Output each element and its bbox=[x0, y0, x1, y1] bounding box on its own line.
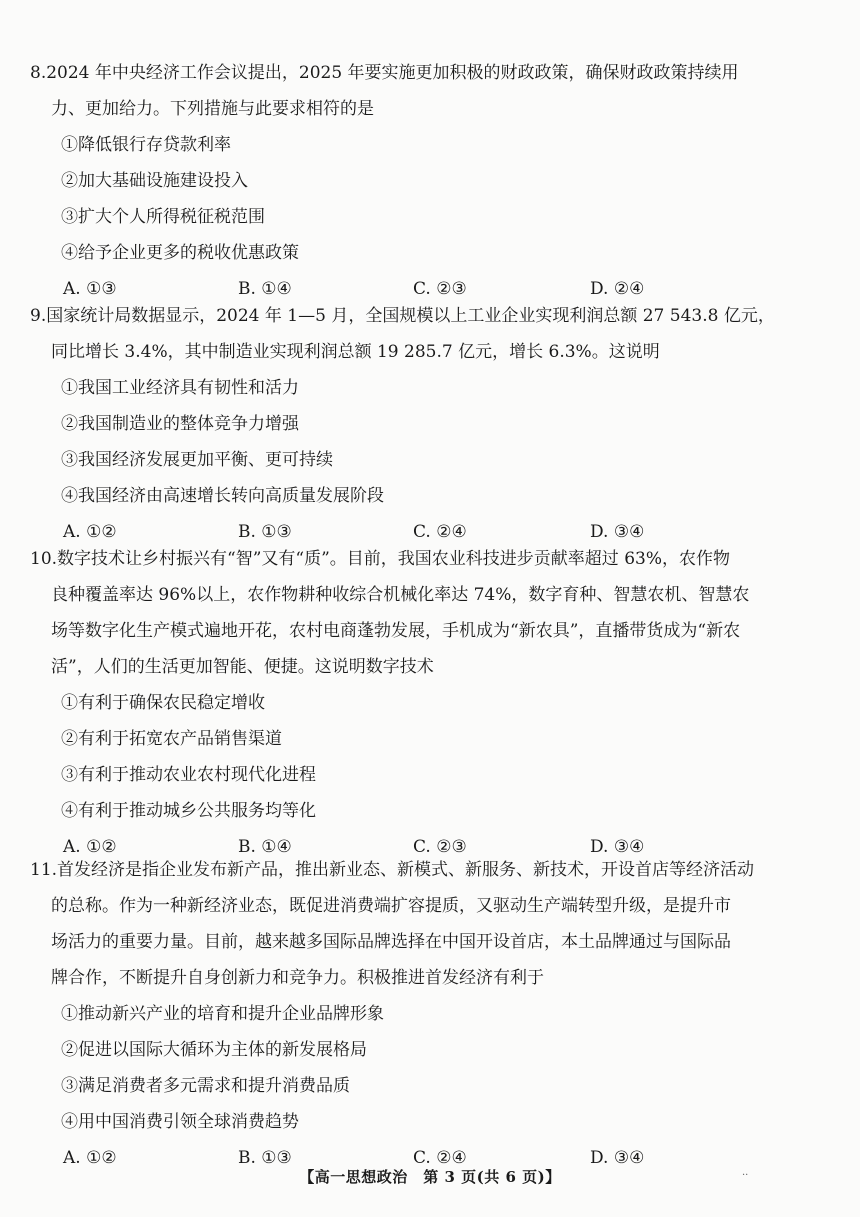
stem-line: 场活力的重要力量。目前，越来越多国际品牌选择在中国开设首店，本土品牌通过与国际品 bbox=[51, 932, 731, 952]
choice-b: B. ①④ bbox=[238, 279, 292, 299]
choice-b: B. ①③ bbox=[238, 522, 292, 542]
stem-line: 8.2024 年中央经济工作会议提出，2025 年要实施更加积极的财政政策，确保财政政策持续用 bbox=[30, 63, 739, 83]
choice-a: A. ①② bbox=[63, 1148, 117, 1168]
option-item: ④给予企业更多的税收优惠政策 bbox=[61, 243, 299, 263]
question-stem bbox=[30, 298, 830, 370]
option-item: ③满足消费者多元需求和提升消费品质 bbox=[61, 1076, 350, 1096]
stem-line: 的总称。作为一种新经济业态，既促进消费端扩容提质，又驱动生产端转型升级，是提升市 bbox=[51, 896, 731, 916]
choice-d: D. ③④ bbox=[590, 1148, 645, 1168]
footer-dots: ·· bbox=[742, 1170, 749, 1181]
option-item: ②加大基础设施建设投入 bbox=[61, 171, 248, 191]
choice-a: A. ①② bbox=[63, 522, 117, 542]
option-item: ③扩大个人所得税征税范围 bbox=[61, 207, 265, 227]
stem-line: 10.数字技术让乡村振兴有“智”又有“质”。目前，我国农业科技进步贡献率超过 63%，农作物 bbox=[30, 549, 730, 569]
stem-line: 活”，人们的生活更加智能、便捷。这说明数字技术 bbox=[51, 657, 434, 677]
option-item: ③有利于推动农业农村现代化进程 bbox=[61, 765, 316, 785]
choice-c: C. ②④ bbox=[413, 522, 467, 542]
option-item: ②我国制造业的整体竞争力增强 bbox=[61, 414, 299, 434]
option-item: ①推动新兴产业的培育和提升企业品牌形象 bbox=[61, 1004, 384, 1024]
option-item: ②有利于拓宽农产品销售渠道 bbox=[61, 729, 282, 749]
choice-b: B. ①③ bbox=[238, 1148, 292, 1168]
stem-line: 场等数字化生产模式遍地开花，农村电商蓬勃发展，手机成为“新农具”，直播带货成为“新农 bbox=[51, 621, 741, 641]
option-item: ②促进以国际大循环为主体的新发展格局 bbox=[61, 1040, 367, 1060]
question-stem bbox=[30, 852, 830, 996]
choice-a: A. ①③ bbox=[63, 279, 117, 299]
question-stem bbox=[30, 541, 830, 685]
option-item: ④用中国消费引领全球消费趋势 bbox=[61, 1112, 299, 1132]
option-item: ③我国经济发展更加平衡、更可持续 bbox=[61, 450, 333, 470]
option-item: ①有利于确保农民稳定增收 bbox=[61, 693, 265, 713]
question-stem bbox=[30, 55, 830, 127]
choice-c: C. ②④ bbox=[413, 1148, 467, 1168]
stem-line: 牌合作，不断提升自身创新力和竞争力。积极推进首发经济有利于 bbox=[51, 968, 544, 988]
stem-line: 良种覆盖率达 96%以上，农作物耕种收综合机械化率达 74%，数字育种、智慧农机、智慧农 bbox=[51, 585, 750, 605]
choice-d: D. ②④ bbox=[590, 279, 645, 299]
page-footer: 【高一思想政治 第 3 页(共 6 页)】 bbox=[299, 1168, 561, 1186]
choice-a: A. ①② bbox=[63, 837, 117, 857]
option-item: ①降低银行存贷款利率 bbox=[61, 135, 231, 155]
choice-c: C. ②③ bbox=[413, 279, 467, 299]
question-8 bbox=[30, 55, 830, 307]
stem-line: 同比增长 3.4%，其中制造业实现利润总额 19 285.7 亿元，增长 6.3%。这说明 bbox=[51, 342, 660, 362]
stem-line: 11.首发经济是指企业发布新产品，推出新业态、新模式、新服务、新技术，开设首店等经济活动 bbox=[30, 860, 755, 880]
stem-line: 9.国家统计局数据显示，2024 年 1—5 月，全国规模以上工业企业实现利润总额 27 543.8 亿元， bbox=[30, 306, 775, 326]
question-10 bbox=[30, 541, 830, 865]
option-item: ④我国经济由高速增长转向高质量发展阶段 bbox=[61, 486, 384, 506]
question-11 bbox=[30, 852, 830, 1176]
option-item: ①我国工业经济具有韧性和活力 bbox=[61, 378, 299, 398]
option-item: ④有利于推动城乡公共服务均等化 bbox=[61, 801, 316, 821]
choice-d: D. ③④ bbox=[590, 837, 645, 857]
choice-d: D. ③④ bbox=[590, 522, 645, 542]
choice-b: B. ①④ bbox=[238, 837, 292, 857]
choice-c: C. ②③ bbox=[413, 837, 467, 857]
question-9 bbox=[30, 298, 830, 550]
stem-line: 力、更加给力。下列措施与此要求相符的是 bbox=[51, 99, 374, 119]
